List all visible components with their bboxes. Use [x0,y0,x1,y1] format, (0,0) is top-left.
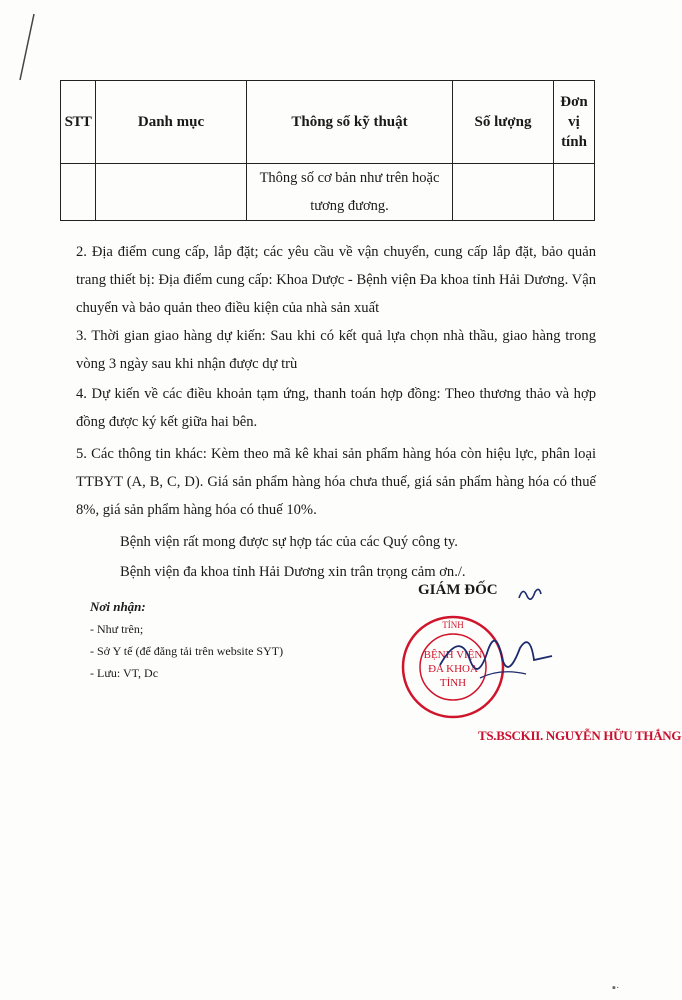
spec-table [60,80,595,221]
cell-unit [554,164,595,221]
recipients-title: Nơi nhận: [90,599,146,614]
handwritten-signature [430,620,560,700]
header-unit [554,81,595,164]
margin-pen-mark [12,10,42,100]
paragraph-closing-thanks: Bệnh viện đa khoa tỉnh Hải Dương xin trân trọng cảm ơn./. [120,564,466,580]
stamp-line3: TỈNH [439,677,467,689]
director-title: GIÁM ĐỐC [418,582,498,598]
recipient-item: - Như trên; [90,622,144,636]
paragraph-other-info: 5. Các thông tin khác: Kèm theo mã kê khai sản phẩm hàng hóa còn hiệu lực, phân loại TTBYT (A, B, C, D). Giá sản phẩm hàng hóa chưa thuế, giá sản phẩm hàng hóa có thuế 8%, giá sản phẩm hàng hóa có thuế 10%. [76,446,596,518]
table-header-row [61,81,595,164]
header-category: Danh mục [96,81,247,164]
table-row [61,164,595,221]
cell-quantity [453,164,554,221]
recipients-block [90,596,283,684]
initial-mark [515,582,545,606]
header-stt: STT [61,81,96,164]
paragraph-delivery-location: 2. Địa điểm cung cấp, lắp đặt; các yêu cầu về vận chuyển, cung cấp lắp đặt, bảo quản trang thiết bị: Địa điểm cung cấp: Khoa Dược - Bệnh viện Đa khoa tỉnh Hải Dương. Vận chuyển và bảo quản theo điều kiện của nhà sản xuất [76,244,596,316]
header-unit-line3: tính [561,134,587,150]
cell-category [96,164,247,221]
cell-spec-line1: Thông số cơ bản như trên hoặc [259,170,440,186]
stamp-line2: ĐA KHOA [428,663,478,675]
cell-stt [61,164,96,221]
stamp-line1: BỆNH VIỆN [423,649,483,661]
stamp-ring-text: TỈNH [442,620,464,630]
paragraph-payment-terms: 4. Dự kiến về các điều khoản tạm ứng, thanh toán hợp đồng: Theo thương thảo và hợp đồng được ký kết giữa hai bên. [76,386,596,430]
cell-spec [247,164,453,221]
recipient-item: - Lưu: VT, Dc [90,666,159,680]
cell-spec-line2: tương đương. [310,198,389,214]
header-unit-line1: Đơn [560,94,588,110]
header-unit-line2: vị [568,114,580,130]
paragraph-delivery-time: 3. Thời gian giao hàng dự kiến: Sau khi có kết quả lựa chọn nhà thầu, giao hàng trong vòng 3 ngày sau khi nhận được dự trù [76,328,596,372]
header-spec: Thông số kỹ thuật [247,81,453,164]
page-corner-mark: ▪· [612,982,620,994]
signer-name: TS.BSCKII. NGUYỄN HỮU THẮNG [478,728,682,743]
header-quantity: Số lượng [453,81,554,164]
recipient-item: - Sở Y tế (để đăng tải trên website SYT) [90,644,284,658]
paragraph-closing-cooperation: Bệnh viện rất mong được sự hợp tác của các Quý công ty. [120,534,458,550]
